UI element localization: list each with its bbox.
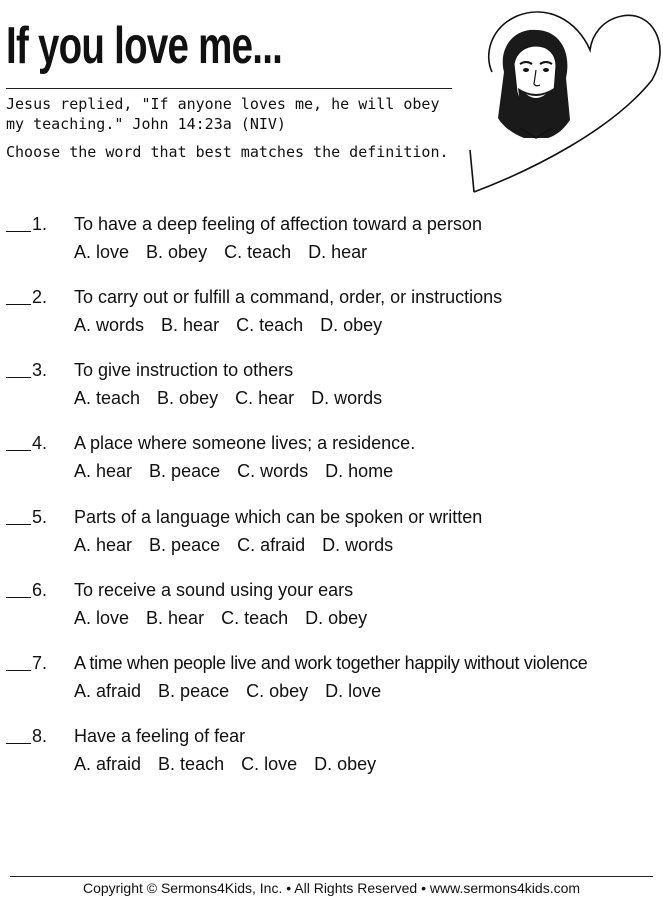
answer-blank[interactable] (6, 304, 31, 305)
option-c: C. teach (236, 315, 304, 335)
footer-copyright: Copyright © Sermons4Kids, Inc. • All Rights Reserved • www.sermons4kids.com (82, 880, 581, 896)
question-definition: Have a feeling of fear (74, 726, 246, 746)
question-7 (0, 655, 663, 715)
option-a: A. love (74, 242, 130, 262)
answer-blank[interactable] (6, 231, 31, 232)
question-number: 3. (32, 360, 48, 380)
option-b: B. peace (149, 535, 221, 555)
question-number: 7. (32, 653, 48, 673)
answer-options (74, 242, 384, 263)
option-d: D. words (311, 388, 383, 408)
option-d: D. obey (305, 608, 368, 628)
question-number: 1. (32, 214, 48, 234)
question-number: 8. (32, 726, 48, 746)
question-number: 6. (32, 580, 48, 600)
option-b: B. obey (146, 242, 208, 262)
question-number: 2. (32, 287, 48, 307)
option-d: D. home (325, 461, 394, 481)
option-a: A. afraid (74, 681, 142, 701)
question-definition: To carry out or fulfill a command, order, or instructions (74, 287, 503, 307)
option-c: C. hear (235, 388, 295, 408)
option-c: C. afraid (237, 535, 306, 555)
answer-options (74, 681, 398, 702)
option-d: D. hear (308, 242, 368, 262)
option-d: D. love (325, 681, 382, 701)
question-8 (0, 728, 663, 788)
question-definition: A time when people live and work together happily without violence (74, 653, 588, 673)
answer-blank[interactable] (6, 377, 31, 378)
option-b: B. peace (149, 461, 221, 481)
answer-options (74, 315, 399, 336)
option-b: B. teach (158, 754, 225, 774)
answer-options (74, 461, 410, 482)
answer-blank[interactable] (6, 450, 31, 451)
question-definition: To give instruction to others (74, 360, 294, 380)
question-3 (0, 362, 663, 422)
option-c: C. words (237, 461, 309, 481)
question-2 (0, 289, 663, 349)
option-b: B. peace (158, 681, 230, 701)
answer-blank[interactable] (6, 524, 31, 525)
option-a: A. teach (74, 388, 141, 408)
answer-options (74, 388, 399, 409)
option-c: C. teach (224, 242, 292, 262)
question-6 (0, 582, 663, 642)
answer-options (74, 754, 393, 775)
option-c: C. love (241, 754, 298, 774)
option-b: B. obey (157, 388, 219, 408)
instructions: Choose the word that best matches the definition. (6, 143, 449, 161)
answer-options (74, 535, 410, 556)
option-a: A. words (74, 315, 145, 335)
question-1 (0, 216, 663, 276)
scripture-verse: Jesus replied, "If anyone loves me, he will obey my teaching." John 14:23a (NIV) (6, 95, 440, 133)
question-number: 5. (32, 507, 48, 527)
page-title: If you love me... (6, 17, 283, 75)
question-definition: To have a deep feeling of affection toward a person (74, 214, 482, 234)
option-a: A. afraid (74, 754, 142, 774)
option-c: C. teach (221, 608, 289, 628)
question-5 (0, 509, 663, 569)
answer-blank[interactable] (6, 743, 31, 744)
jesus-heart-icon (462, 0, 663, 196)
answer-blank[interactable] (6, 597, 31, 598)
option-a: A. hear (74, 461, 133, 481)
option-d: D. obey (320, 315, 383, 335)
answer-options (74, 608, 384, 629)
option-c: C. obey (246, 681, 309, 701)
question-definition: A place where someone lives; a residence. (74, 433, 416, 453)
answer-blank[interactable] (6, 670, 31, 671)
question-definition: To receive a sound using your ears (74, 580, 354, 600)
option-d: D. words (322, 535, 394, 555)
question-4 (0, 435, 663, 495)
question-definition: Parts of a language which can be spoken or written (74, 507, 483, 527)
title-divider (6, 88, 452, 89)
option-b: B. hear (146, 608, 205, 628)
question-number: 4. (32, 433, 48, 453)
option-b: B. hear (161, 315, 220, 335)
option-a: A. hear (74, 535, 133, 555)
option-a: A. love (74, 608, 130, 628)
option-d: D. obey (314, 754, 377, 774)
footer-divider (10, 876, 653, 877)
